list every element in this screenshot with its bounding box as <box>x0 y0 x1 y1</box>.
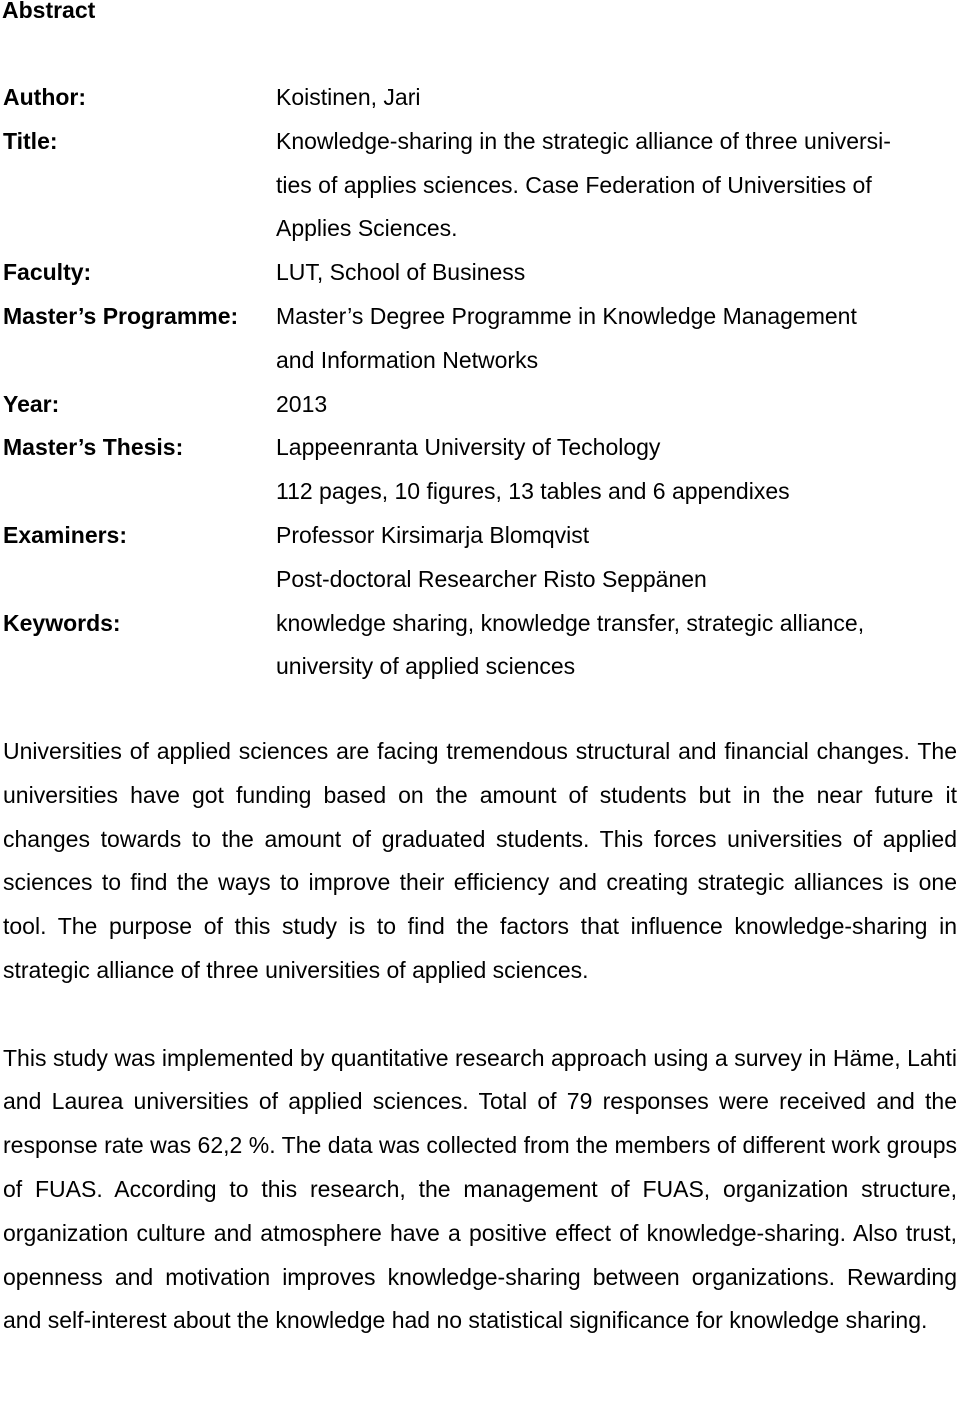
title-label: Title: <box>3 127 58 154</box>
author-value <box>276 76 958 120</box>
author-name: Koistinen, Jari <box>276 84 421 110</box>
year-label: Year: <box>3 390 60 417</box>
programme-value <box>276 295 958 383</box>
year-value <box>276 383 958 427</box>
year-number: 2013 <box>276 390 328 417</box>
title-value <box>276 120 958 251</box>
keywords-line: university of applied sciences <box>276 653 576 680</box>
metadata-row-author <box>3 76 958 120</box>
keywords-label: Keywords: <box>3 609 121 636</box>
metadata-row-year <box>3 383 958 427</box>
keywords-line: knowledge sharing, knowledge transfer, strategic alliance, <box>276 609 865 636</box>
programme-label: Master’s Programme: <box>3 302 239 329</box>
metadata-row-examiners <box>3 514 958 602</box>
programme-line: Master’s Degree Programme in Knowledge Management <box>276 302 857 329</box>
faculty-name: LUT, School of Business <box>276 259 526 286</box>
examiner-line: Post-doctoral Researcher Risto Seppänen <box>276 565 707 592</box>
metadata-row-keywords <box>3 602 958 690</box>
examiner-line: Professor Kirsimarja Blomqvist <box>276 521 590 548</box>
programme-line: and Information Networks <box>276 346 539 373</box>
keywords-value <box>276 602 958 690</box>
metadata-row-faculty <box>3 251 958 295</box>
abstract-body <box>3 730 957 1387</box>
faculty-value <box>276 251 958 295</box>
title-line: Applies Sciences. <box>276 215 458 242</box>
abstract-paragraph: This study was implemented by quantitative research approach using a survey in Häme, Lahti and Laurea universities of applied sciences. Total of 79 responses were received and the response rate was 62,2 %. The data was collected from the members of different work groups of FUAS. According to this research, the management of FUAS, organization structure, organization culture and atmosphere have a positive effect of knowledge-sharing. Also trust, openness and motivation improves knowledge-sharing between organizations. Rewarding and self-interest about the knowledge had no statistical significance for knowledge sharing. <box>3 1044 957 1334</box>
author-label: Author: <box>3 84 87 110</box>
faculty-label: Faculty: <box>3 259 92 286</box>
title-line: ties of applies sciences. Case Federation of Universities of <box>276 171 872 198</box>
thesis-value <box>276 426 958 514</box>
metadata-row-title <box>3 120 958 251</box>
title-line: Knowledge-sharing in the strategic alliance of three universi- <box>276 127 891 154</box>
thesis-metadata <box>3 76 958 689</box>
thesis-line: 112 pages, 10 figures, 13 tables and 6 appendixes <box>276 478 790 505</box>
thesis-line: Lappeenranta University of Techology <box>276 434 661 461</box>
metadata-row-programme <box>3 295 958 383</box>
abstract-paragraph: Universities of applied sciences are facing tremendous structural and financial changes. The universities have got funding based on the amount of students but in the near future it changes towards to the amount of graduated students. This forces universities of applied sciences to find the ways to improve their efficiency and creating strategic alliances is one tool. The purpose of this study is to find the factors that influence knowledge-sharing in strategic alliance of three universities of applied sciences. <box>3 738 957 983</box>
page-title: Abstract <box>2 0 96 23</box>
examiners-label: Examiners: <box>3 521 128 548</box>
examiners-value <box>276 514 958 602</box>
metadata-row-thesis <box>3 426 958 514</box>
thesis-label: Master’s Thesis: <box>3 434 184 461</box>
